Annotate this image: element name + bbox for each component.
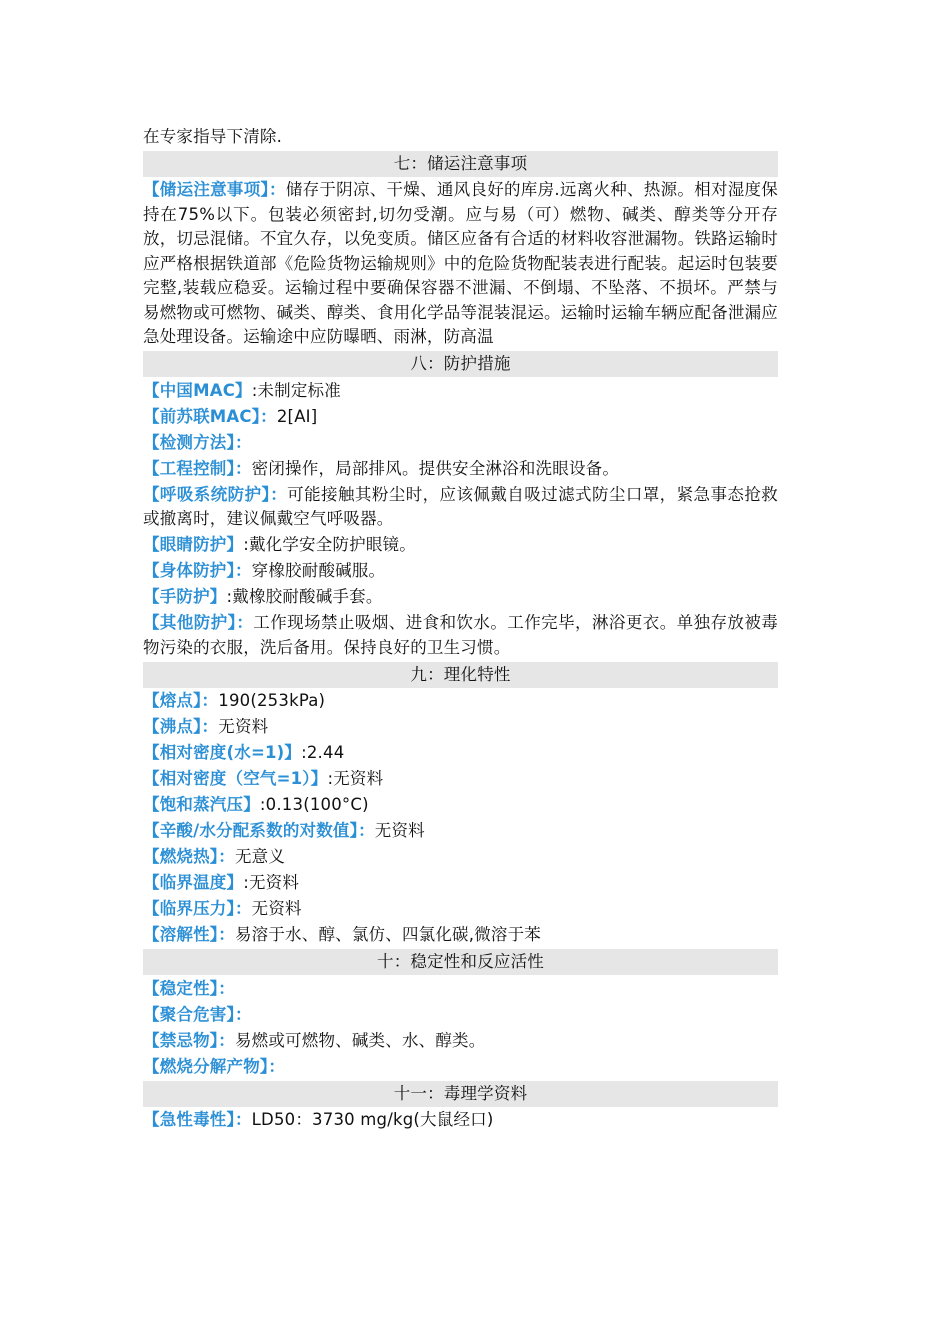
field-density-water xyxy=(143,741,778,766)
field-label: 【临界压力】： xyxy=(143,899,252,918)
field-value: 密闭操作，局部排风。提供安全淋浴和洗眼设备。 xyxy=(251,458,620,478)
field-value: 2[AI] xyxy=(276,406,318,426)
field-label: 【相对密度(水=1)】 xyxy=(143,743,302,762)
field-label: 【溶解性】： xyxy=(143,925,235,944)
field-label: 【呼吸系统防护】： xyxy=(143,484,288,504)
field-value: :2.44 xyxy=(301,743,345,762)
field-label: 【检测方法】： xyxy=(143,432,252,452)
field-critical-temperature xyxy=(143,871,778,896)
intro-text: 在专家指导下清除. xyxy=(143,127,283,146)
field-label: 【相对密度（空气=1）】 xyxy=(143,769,328,788)
section-header-stability: 十：稳定性和反应活性 xyxy=(143,949,778,975)
field-value: 工作现场禁止吸烟、进食和饮水。工作完毕，淋浴更衣。单独存放被毒物污染的衣服，洗后备用。保持良好的卫生习惯。 xyxy=(143,613,779,657)
field-value: :戴橡胶耐酸碱手套。 xyxy=(226,587,383,606)
field-label: 【工程控制】： xyxy=(143,458,252,478)
field-label: 【前苏联MAC】： xyxy=(143,406,277,426)
field-ussr-mac xyxy=(143,405,778,430)
field-value: :0.13(100°C) xyxy=(259,795,369,814)
field-label: 【手防护】 xyxy=(143,587,227,606)
field-label: 【中国MAC】 xyxy=(143,380,252,400)
field-body-protection xyxy=(143,559,778,584)
field-value: 储存于阴凉、干燥、通风良好的库房.远离火种、热源。相对湿度保持在75%以下。包装必须密封,切勿受潮。应与易（可）燃物、碱类、醇类等分开存放，切忌混储。不宜久存，以免变质。储区应备有合适的材料收容泄漏物。铁路运输时应严格根据铁道部《危险货物运输规则》中的危险货物配装表进行配装。起运时包装要完整,装载应稳妥。运输过程中要确保容器不泄漏、不倒塌、不坠落、不损坏。严禁与易燃物或可燃物、碱类、醇类、食用化学品等混装混运。运输时运输车辆应配备泄漏应急处理设备。运输途中应防曝晒、雨淋，防高温 xyxy=(143,180,778,346)
field-label: 【燃烧热】： xyxy=(143,847,235,866)
field-value: LD50：3730 mg/kg(大鼠经口) xyxy=(251,1110,494,1129)
field-storage-notes xyxy=(143,178,778,350)
field-respiratory-protection xyxy=(143,483,778,532)
field-china-mac xyxy=(143,379,778,404)
field-value: 穿橡胶耐酸碱服。 xyxy=(251,561,386,580)
field-critical-pressure xyxy=(143,897,778,922)
field-label: 【储运注意事项】： xyxy=(143,180,286,199)
field-acute-toxicity xyxy=(143,1108,778,1133)
field-engineering-control xyxy=(143,457,778,482)
field-value: :无资料 xyxy=(243,873,300,892)
field-solubility xyxy=(143,923,778,948)
field-value: :戴化学安全防护眼镜。 xyxy=(243,535,416,554)
field-other-protection xyxy=(143,611,778,660)
field-label: 【稳定性】： xyxy=(143,978,235,998)
field-label: 【沸点】： xyxy=(143,717,219,736)
field-label: 【临界温度】 xyxy=(143,873,244,892)
field-label: 【聚合危害】： xyxy=(143,1004,252,1024)
field-value: 无意义 xyxy=(234,847,286,866)
field-combustion-heat xyxy=(143,845,778,870)
field-value: 无资料 xyxy=(374,821,425,840)
field-eye-protection xyxy=(143,533,778,558)
field-boiling-point xyxy=(143,715,778,740)
field-melting-point xyxy=(143,689,778,714)
field-label: 【眼睛防护】 xyxy=(143,535,244,554)
field-value: 可能接触其粉尘时，应该佩戴自吸过滤式防尘口罩，紧急事态抢救或撤离时，建议佩戴空气呼吸器。 xyxy=(143,484,778,528)
field-density-air xyxy=(143,767,778,792)
field-label: 【辛酸/水分配系数的对数值】： xyxy=(143,821,375,840)
section-header-storage: 七：储运注意事项 xyxy=(143,151,778,177)
field-incompatibles xyxy=(143,1029,778,1054)
field-partition-coefficient xyxy=(143,819,778,844)
field-value: 无资料 xyxy=(218,717,269,736)
document-body xyxy=(143,125,778,1134)
field-decomposition-products xyxy=(143,1055,778,1080)
section-header-protection: 八：防护措施 xyxy=(143,351,778,377)
field-detection-method xyxy=(143,431,778,456)
field-hand-protection xyxy=(143,585,778,610)
field-value: :未制定标准 xyxy=(251,380,341,400)
section-header-properties: 九：理化特性 xyxy=(143,662,778,688)
field-value: 190(253kPa) xyxy=(218,691,326,710)
field-value: 易燃或可燃物、碱类、水、醇类。 xyxy=(234,1030,486,1050)
field-label: 【其他防护】： xyxy=(143,613,254,632)
field-value: :无资料 xyxy=(327,769,384,788)
field-label: 【燃烧分解产物】： xyxy=(143,1056,286,1076)
field-label: 【饱和蒸汽压】 xyxy=(143,795,260,814)
field-vapor-pressure xyxy=(143,793,778,818)
section-header-toxicology: 十一：毒理学资料 xyxy=(143,1081,778,1107)
field-label: 【急性毒性】： xyxy=(143,1110,252,1129)
field-polymerization-hazard xyxy=(143,1003,778,1028)
field-label: 【熔点】： xyxy=(143,691,219,710)
field-value: 无资料 xyxy=(251,899,302,918)
field-stability xyxy=(143,977,778,1002)
field-label: 【身体防护】： xyxy=(143,561,252,580)
field-value: 易溶于水、醇、氯仿、四氯化碳,微溶于苯 xyxy=(234,925,541,944)
field-label: 【禁忌物】： xyxy=(143,1030,235,1050)
